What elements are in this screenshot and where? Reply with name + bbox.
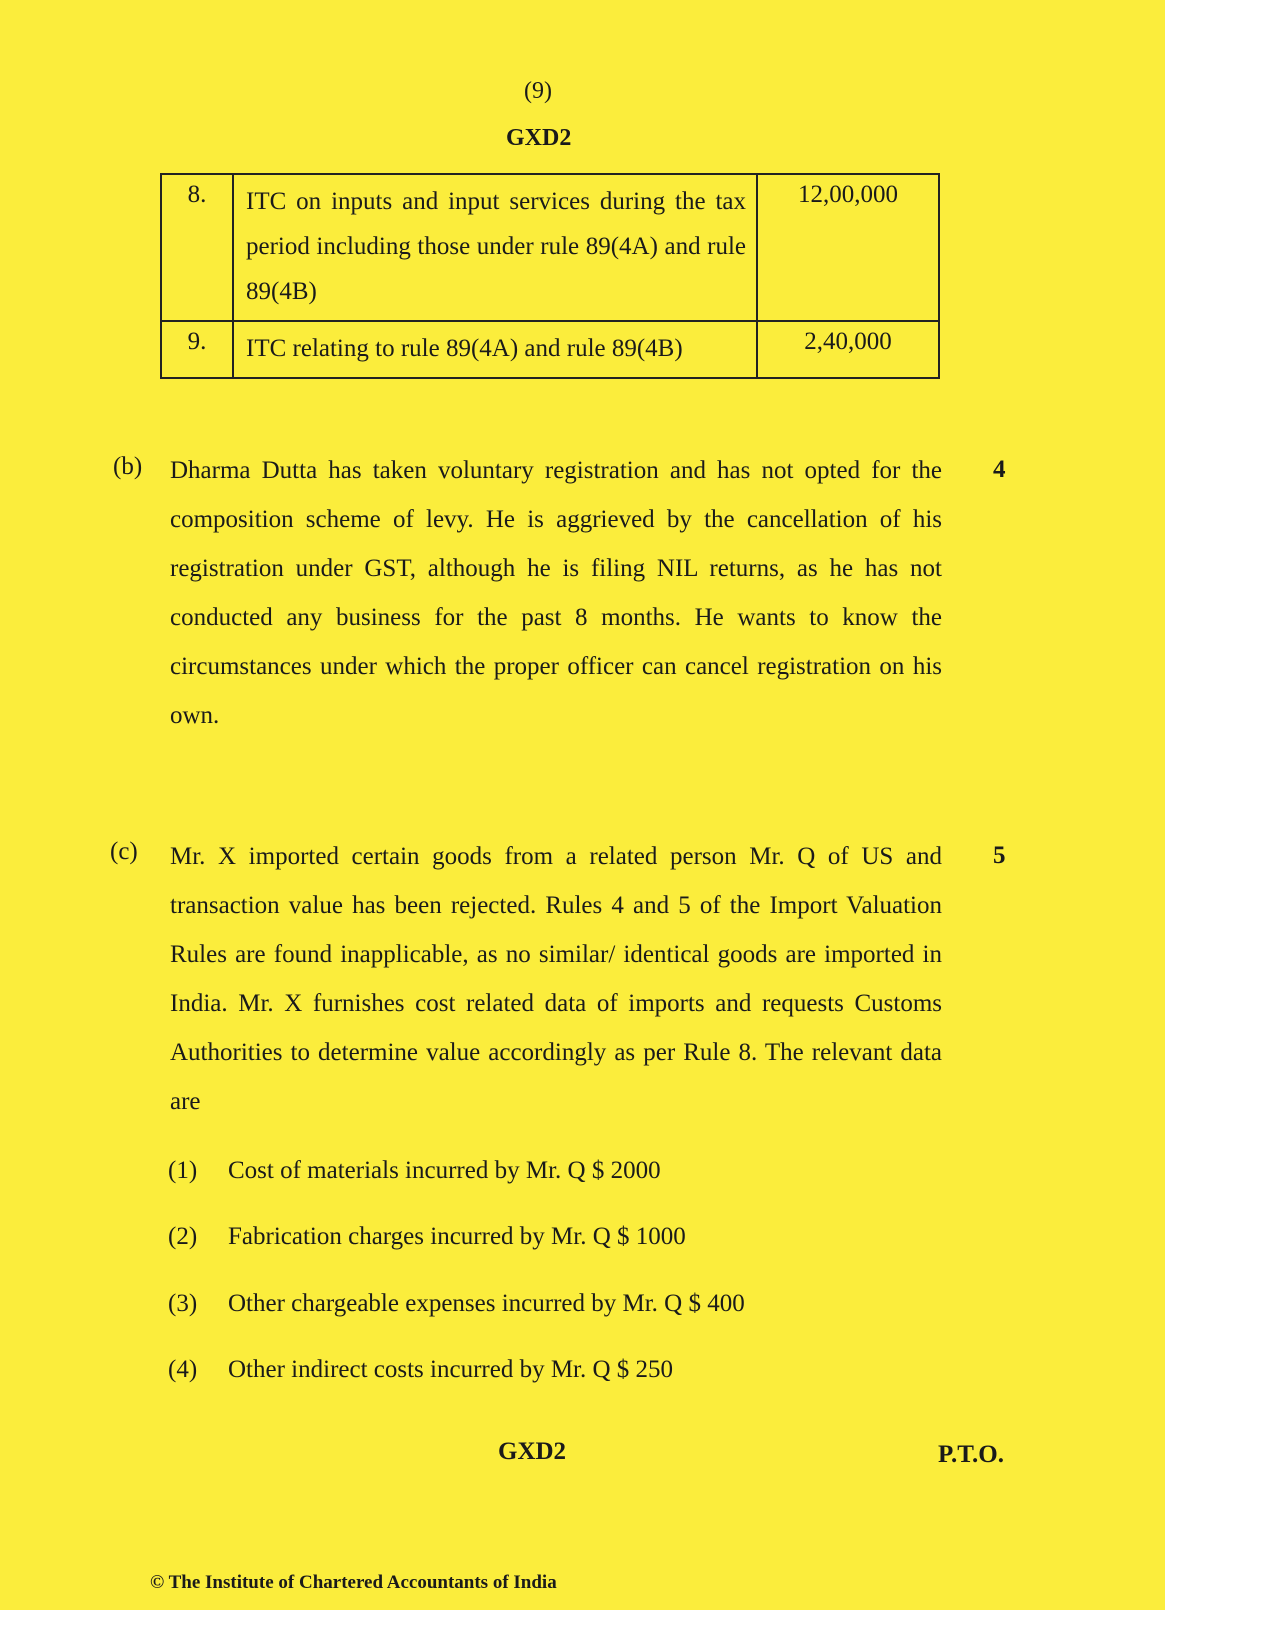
- list-item: [168, 1223, 686, 1251]
- list-item: [168, 1290, 745, 1318]
- list-item-number: (3): [168, 1290, 198, 1317]
- question-b-marks: 4: [993, 456, 1006, 483]
- list-item-text: Other indirect costs incurred by Mr. Q $ 250: [228, 1356, 674, 1383]
- table-row: [161, 174, 939, 321]
- table-row: [161, 321, 939, 378]
- row-amount: 12,00,000: [757, 174, 939, 321]
- list-item-number: (1): [168, 1157, 198, 1184]
- question-c-label: (c): [110, 838, 138, 865]
- list-item-text: Cost of materials incurred by Mr. Q $ 2000: [228, 1157, 661, 1184]
- question-b-label: (b): [113, 453, 143, 480]
- list-item-number: (2): [168, 1223, 198, 1250]
- row-number: 8.: [161, 174, 233, 321]
- pto-label: P.T.O.: [938, 1441, 1004, 1468]
- question-c-text: Mr. X imported certain goods from a related person Mr. Q of US and transaction value has been rejected. Rules 4 and 5 of the Import Valuation Rules are found inapplicable, as no similar/ identical goods are imported in India. Mr. X furnishes cost related data of imports and requests Customs Authorities to determine value accordingly as per Rule 8. The relevant data are: [170, 843, 942, 1115]
- list-item-number: (4): [168, 1356, 198, 1383]
- row-description: ITC relating to rule 89(4A) and rule 89(4B): [233, 321, 757, 378]
- copyright-footer: © The Institute of Chartered Accountants of India: [150, 1572, 557, 1593]
- row-number: 9.: [161, 321, 233, 378]
- itc-table: [160, 173, 940, 379]
- paper-code-footer: GXD2: [498, 1438, 567, 1465]
- row-amount: 2,40,000: [757, 321, 939, 378]
- list-item: [168, 1356, 673, 1384]
- list-item: [168, 1157, 661, 1185]
- list-item-text: Fabrication charges incurred by Mr. Q $ 1000: [228, 1223, 686, 1250]
- question-b-text: Dharma Dutta has taken voluntary registration and has not opted for the composition scheme of levy. He is aggrieved by the cancellation of his registration under GST, although he is filing NIL returns, as he has not conducted any business for the past 8 months. He wants to know the circumstances under which the proper officer can cancel registration on his own.: [170, 457, 942, 729]
- page-number: (9): [524, 78, 552, 104]
- row-description: ITC on inputs and input services during the tax period including those under rule 89(4A) and rule 89(4B): [233, 174, 757, 321]
- paper-code-header: GXD2: [506, 125, 572, 151]
- list-item-text: Other chargeable expenses incurred by Mr. Q $ 400: [228, 1290, 745, 1317]
- question-c-marks: 5: [993, 842, 1006, 869]
